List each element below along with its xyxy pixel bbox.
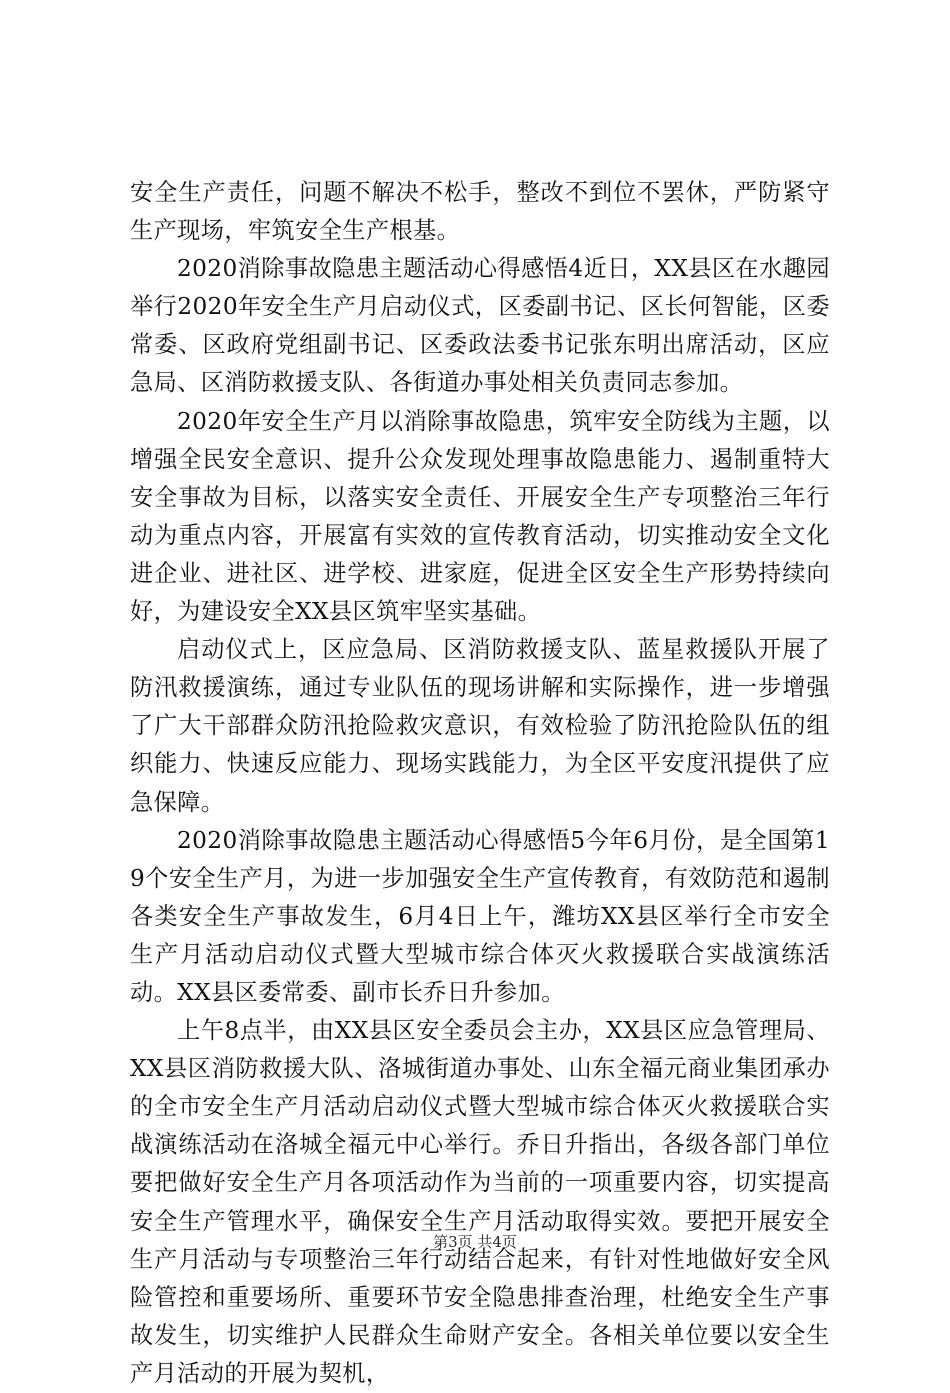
page-number-footer: 第3页 共4页 (433, 1233, 517, 1251)
document-body (130, 174, 830, 1393)
paragraph-drill-event: 上午8点半，由XX县区安全委员会主办，XX县区应急管理局、XX县区消防救援大队、洛城街道办事处、山东全福元商业集团承办的全市安全生产月活动启动仪式暨大型城市综合体灭火救援联合实战演练活动在洛城全福元中心举行。乔日升指出，各级各部门单位要把做好安全生产月各项活动作为当前的一项重要内容，切实提高安全生产管理水平，确保安全生产月活动取得实效。要把开展安全生产月活动与专项整治三年行动结合起来，有针对性地做好安全风险管控和重要场所、重要环节安全隐患排查治理，杜绝安全生产事故发生，切实维护人民群众生命财产安全。各相关单位要以安全生产月活动的开展为契机， (130, 1017, 830, 1387)
paragraph-safety-month-theme: 2020年安全生产月以消除事故隐患，筑牢安全防线为主题，以增强全民安全意识、提升公众发现处理事故隐患能力、遏制重特大安全事故为目标，以落实安全责任、开展安全生产专项整治三年行动为重点内容，开展富有实效的宣传教育活动，切实推动安全文化进企业、进社区、进学校、进家庭，促进全区安全生产形势持续向好，为建设安全XX县区筑牢坚实基础。 (130, 407, 830, 626)
paragraph-continuation: 安全生产责任，问题不解决不松手，整改不到位不罢休，严防紧守生产现场，牢筑安全生产根基。 (130, 179, 830, 245)
paragraph-launch-ceremony: 启动仪式上，区应急局、区消防救援支队、蓝星救援队开展了防汛救援演练，通过专业队伍的现场讲解和实际操作，进一步增强了广大干部群众防汛抢险救灾意识，有效检验了防汛抢险队伍的组织能力、快速反应能力、现场实践能力，为全区平安度汛提供了应急保障。 (130, 636, 830, 816)
paragraph-insight-5: 2020消除事故隐患主题活动心得感悟5今年6月份，是全国第19个安全生产月，为进一步加强安全生产宣传教育，有效防范和遏制各类安全生产事故发生，6月4日上午，潍坊XX县区举行全市安全生产月活动启动仪式暨大型城市综合体灭火救援联合实战演练活动。XX县区委常委、副市长乔日升参加。 (130, 826, 830, 1006)
paragraph-insight-4: 2020消除事故隐患主题活动心得感悟4近日，XX县区在水趣园举行2020年安全生产月启动仪式，区委副书记、区长何智能，区委常委、区政府党组副书记、区委政法委书记张东明出席活动，区应急局、区消防救援支队、各街道办事处相关负责同志参加。 (130, 255, 830, 397)
